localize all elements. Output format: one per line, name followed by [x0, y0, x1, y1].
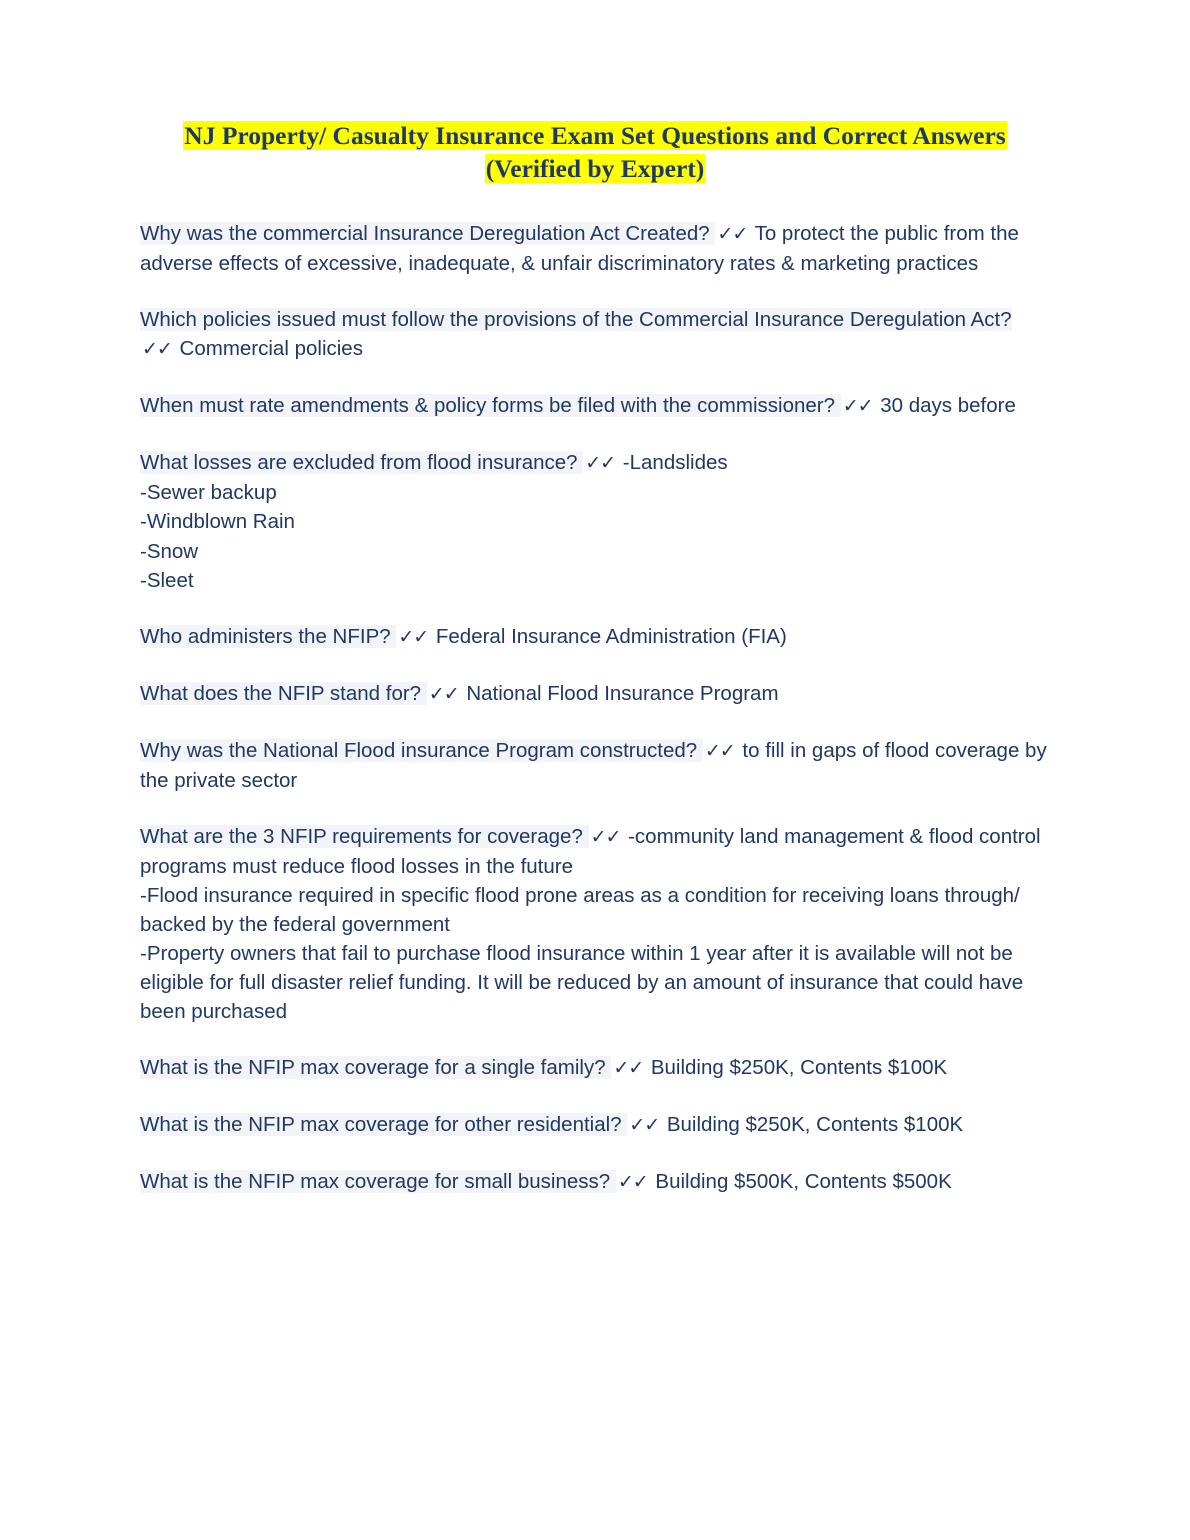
qa-item [140, 822, 1050, 1027]
qa-item [140, 448, 1050, 594]
qa-answer-line: -Snow [140, 539, 199, 563]
qa-question: What is the NFIP max coverage for a single family? [140, 1056, 612, 1080]
qa-answer: Federal Insurance Administration (FIA) [430, 624, 787, 648]
qa-answer-line: -Property owners that fail to purchase flood insurance within 1 year after it is available will not be eligible for full disaster relief funding. It will be reduced by an amount of insurance that could have been purchased [140, 942, 1024, 1024]
qa-question: What is the NFIP max coverage for other residential? [140, 1113, 628, 1137]
qa-item [140, 679, 1050, 709]
qa-answer-line: -Sewer backup [140, 481, 277, 505]
qa-question: What does the NFIP stand for? [140, 681, 427, 705]
qa-question: Why was the commercial Insurance Deregulation Act Created? [140, 222, 716, 246]
qa-item [140, 391, 1050, 421]
qa-item [140, 219, 1050, 278]
check-icon: ✓✓ [398, 626, 429, 648]
qa-answer-line: -Flood insurance required in specific flood prone areas as a condition for receiving loans through/ backed by the federal government [140, 883, 1020, 936]
qa-question: What is the NFIP max coverage for small business? [140, 1170, 616, 1194]
qa-answer: -Landslides [617, 451, 728, 475]
check-icon: ✓✓ [613, 1058, 644, 1080]
qa-answer: Building $500K, Contents $500K [649, 1170, 952, 1194]
qa-question: When must rate amendments & policy forms be filed with the commissioner? [140, 394, 841, 418]
qa-answer: -community land management & flood control programs must reduce flood losses in the future [140, 824, 1041, 878]
check-icon: ✓✓ [142, 339, 172, 361]
check-icon: ✓✓ [717, 224, 748, 246]
check-icon: ✓✓ [842, 396, 873, 418]
page-title [140, 120, 1050, 185]
check-icon: ✓✓ [585, 453, 616, 475]
qa-answer: to fill in gaps of flood coverage by the private sector [140, 738, 1047, 792]
qa-answer: Commercial policies [173, 337, 363, 361]
check-icon: ✓✓ [629, 1115, 660, 1137]
qa-answer: National Flood Insurance Program [460, 681, 779, 705]
qa-item [140, 1110, 1050, 1140]
qa-question: What are the 3 NFIP requirements for coverage? [140, 824, 589, 848]
qa-list [140, 219, 1050, 1197]
check-icon: ✓✓ [704, 740, 735, 762]
qa-answer: Building $250K, Contents $100K [645, 1056, 948, 1080]
qa-item [140, 1053, 1050, 1083]
qa-item [140, 736, 1050, 795]
qa-item [140, 622, 1050, 652]
page-title-line-1: NJ Property/ Casualty Insurance Exam Set Questions and Correct Answers [184, 121, 1006, 150]
qa-answer: Building $250K, Contents $100K [661, 1113, 964, 1137]
page-title-line-2: (Verified by Expert) [485, 153, 705, 183]
qa-answer: To protect the public from the adverse effects of excessive, inadequate, & unfair discriminatory rates & marketing practices [140, 222, 1019, 276]
qa-question: Which policies issued must follow the provisions of the Commercial Insurance Deregulation Act? [140, 308, 1012, 332]
check-icon: ✓✓ [590, 826, 621, 848]
qa-answer: 30 days before [874, 394, 1016, 418]
qa-question: Who administers the NFIP? [140, 624, 397, 648]
check-icon: ✓✓ [428, 683, 459, 705]
qa-item [140, 305, 1050, 364]
qa-question: Why was the National Flood insurance Program constructed? [140, 738, 703, 762]
qa-question: What losses are excluded from flood insurance? [140, 451, 584, 475]
qa-answer-line: -Sleet [140, 568, 194, 592]
check-icon: ✓✓ [617, 1172, 648, 1194]
qa-answer-line: -Windblown Rain [140, 510, 295, 534]
qa-item [140, 1167, 1050, 1197]
